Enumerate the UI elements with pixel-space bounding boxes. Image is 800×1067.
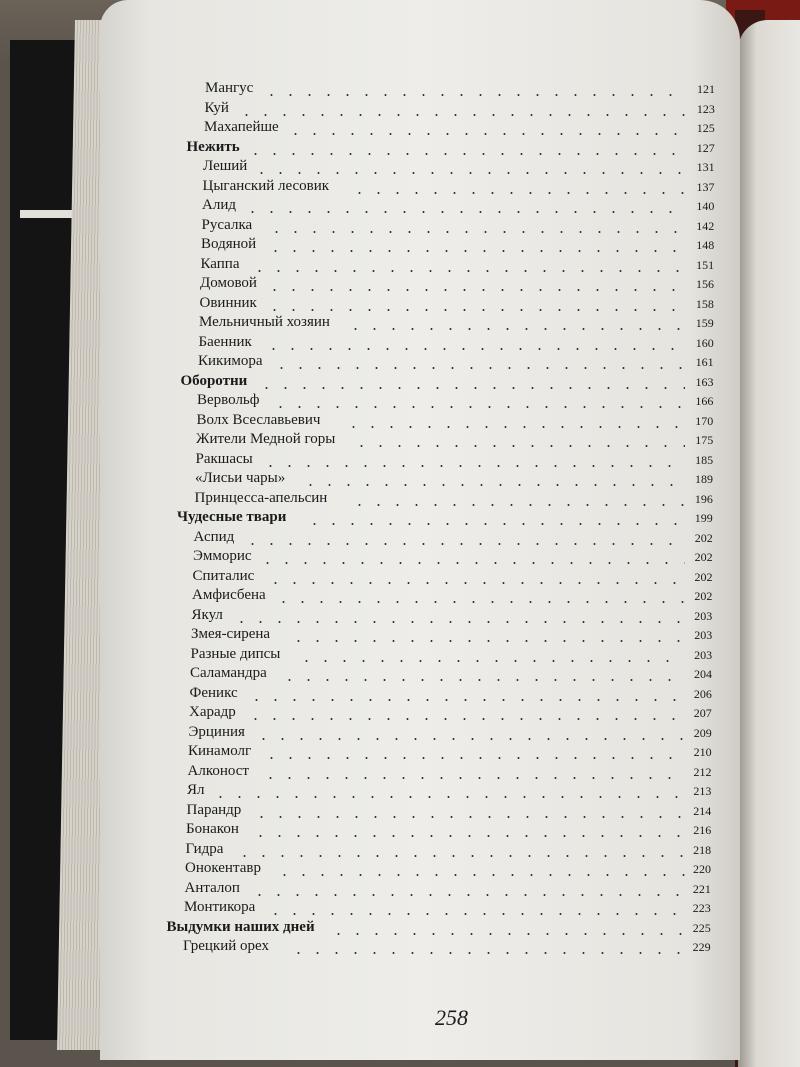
toc-entry <box>100 197 715 217</box>
toc-entry <box>100 431 714 451</box>
dot-leader <box>274 601 685 603</box>
toc-label: Овинник <box>199 294 257 311</box>
toc-page: 158 <box>695 296 714 311</box>
toc-label: Выдумки наших дней <box>166 918 315 935</box>
toc-entry <box>100 782 712 802</box>
toc-section <box>100 138 715 159</box>
dot-leader <box>258 562 685 564</box>
toc-section <box>100 509 713 529</box>
toc-label: Леший <box>203 158 248 174</box>
toc-section <box>100 372 714 393</box>
toc-label: Мельничный хозяин <box>199 314 330 330</box>
toc-page: 175 <box>695 433 714 447</box>
dot-leader <box>280 679 685 681</box>
toc-label: Анталоп <box>184 879 240 896</box>
toc-page: 156 <box>696 277 714 291</box>
toc-page: 203 <box>694 608 713 623</box>
toc-label: Водяной <box>201 236 257 252</box>
toc-entry <box>100 450 714 471</box>
dot-leader <box>246 718 685 720</box>
toc-label: Цыганский лесовик <box>202 177 330 194</box>
dot-leader <box>350 504 685 506</box>
toc-label: Аспид <box>193 528 235 545</box>
toc-page: 202 <box>694 550 713 564</box>
dot-leader <box>232 621 685 623</box>
toc-page: 206 <box>693 686 712 701</box>
dot-leader <box>266 250 685 252</box>
toc-page: 166 <box>695 394 714 408</box>
toc-page: 225 <box>692 920 711 935</box>
toc-page: 199 <box>694 511 713 525</box>
toc-label: Гидра <box>185 840 224 857</box>
toc-page: 203 <box>694 647 713 662</box>
dot-leader <box>297 660 685 662</box>
dot-leader <box>346 328 685 330</box>
toc-page: 210 <box>693 745 712 759</box>
toc-page: 202 <box>694 569 713 584</box>
toc-page: 125 <box>696 121 715 135</box>
toc-entry <box>100 938 711 958</box>
dot-leader <box>254 738 685 740</box>
toc-entry <box>100 548 713 568</box>
toc-label: Спиталис <box>192 567 255 584</box>
dot-leader <box>257 387 685 389</box>
toc-label: Бонакон <box>186 821 239 837</box>
toc-label: Махапейше <box>204 119 279 135</box>
toc-label: Алконост <box>187 762 249 779</box>
dot-leader <box>265 289 685 291</box>
book-page <box>100 0 740 1060</box>
dot-leader <box>251 835 685 837</box>
toc-page: 170 <box>695 413 714 428</box>
toc-entry <box>100 216 715 237</box>
toc-label: Феникс <box>189 684 238 701</box>
toc-page: 216 <box>693 823 712 837</box>
toc-entry <box>100 80 715 100</box>
toc-page: 131 <box>696 160 715 174</box>
toc-page: 196 <box>694 491 713 506</box>
toc-label: Вервольф <box>197 392 260 408</box>
toc-entry <box>100 762 712 783</box>
dot-leader <box>267 231 685 233</box>
toc-label: Нежить <box>186 138 240 155</box>
toc-page: 163 <box>695 374 714 389</box>
dot-leader <box>286 133 685 135</box>
toc-entry <box>100 665 712 685</box>
toc-entry <box>100 489 713 510</box>
toc-entry <box>100 333 714 354</box>
toc-entry <box>100 743 712 763</box>
toc-page: 121 <box>697 82 715 96</box>
dot-leader <box>250 894 685 896</box>
right-page <box>738 20 800 1067</box>
toc-label: Монтикора <box>184 899 256 915</box>
toc-page: 229 <box>692 940 711 954</box>
toc-entry <box>100 645 713 666</box>
toc-label: Русалка <box>201 216 253 233</box>
toc-entry <box>100 314 714 334</box>
toc-entry <box>100 528 713 549</box>
dot-leader <box>252 172 685 174</box>
toc-entry <box>100 392 714 412</box>
toc-page: 160 <box>695 335 714 350</box>
table-of-contents <box>100 0 740 1060</box>
toc-page: 148 <box>696 238 715 252</box>
toc-entry <box>100 684 712 705</box>
toc-label: Саламандра <box>190 665 267 681</box>
toc-entry <box>100 879 711 900</box>
toc-entry <box>100 821 712 841</box>
toc-section <box>100 918 711 939</box>
dot-leader <box>261 465 685 467</box>
toc-page: 202 <box>694 530 713 545</box>
toc-label: Амфисбена <box>192 587 266 603</box>
dot-leader <box>272 367 685 369</box>
toc-label: Разные дипсы <box>190 645 281 662</box>
toc-label: Кикимора <box>198 353 263 369</box>
dot-leader <box>352 445 685 447</box>
page-number: 258 <box>435 1005 468 1030</box>
toc-page: 220 <box>693 862 711 876</box>
toc-entry <box>100 470 713 490</box>
toc-page: 202 <box>694 589 713 603</box>
toc-label: Домовой <box>200 275 257 291</box>
dot-leader <box>301 484 685 486</box>
toc-entry <box>100 626 713 646</box>
dot-leader <box>261 777 685 779</box>
toc-page: 142 <box>696 218 715 233</box>
toc-entry <box>100 587 713 607</box>
toc-entry <box>100 158 715 178</box>
toc-page: 123 <box>696 101 715 116</box>
toc-entry <box>100 899 711 919</box>
toc-entry <box>100 177 715 198</box>
dot-leader <box>265 309 685 311</box>
dot-leader <box>243 543 686 545</box>
toc-label: Оборотни <box>180 372 248 389</box>
toc-page: 161 <box>695 355 714 369</box>
toc-page: 213 <box>693 784 712 798</box>
dot-leader <box>246 153 685 155</box>
toc-entry <box>100 567 713 588</box>
dot-leader <box>289 952 685 954</box>
toc-label: Жители Медной горы <box>196 431 336 447</box>
toc-label: Онокентавр <box>185 860 261 876</box>
toc-label: Баенник <box>198 333 252 350</box>
toc-page: 185 <box>695 452 714 467</box>
dot-leader <box>250 270 686 272</box>
toc-entry <box>100 275 714 295</box>
dot-leader <box>235 855 686 857</box>
toc-page: 214 <box>693 803 712 818</box>
toc-entry <box>100 860 711 880</box>
toc-entry <box>100 236 715 256</box>
toc-entry <box>100 606 713 627</box>
toc-label: Ял <box>187 782 205 798</box>
toc-page: 204 <box>694 667 712 681</box>
dot-leader <box>252 816 685 818</box>
toc-page: 137 <box>696 179 715 194</box>
toc-label: Каппа <box>200 255 240 272</box>
dot-leader <box>266 582 685 584</box>
toc-label: Харадр <box>189 704 236 720</box>
dot-leader <box>266 913 685 915</box>
toc-label: Алид <box>202 197 236 213</box>
toc-page: 223 <box>692 901 711 915</box>
toc-entry <box>100 840 712 861</box>
dot-leader <box>271 406 685 408</box>
toc-entry <box>100 119 715 139</box>
dot-leader <box>344 426 685 428</box>
toc-label: Принцесса-апельсин <box>194 489 328 506</box>
toc-entry <box>100 255 715 276</box>
toc-label: Кинамолг <box>188 743 252 759</box>
toc-label: Куй <box>204 99 229 116</box>
toc-page: 218 <box>693 842 712 857</box>
toc-entry <box>100 801 712 822</box>
dot-leader <box>350 192 685 194</box>
toc-label: «Лисьи чары» <box>195 470 286 486</box>
toc-entry <box>100 704 712 724</box>
toc-entry <box>100 294 714 315</box>
dot-leader <box>237 114 685 116</box>
toc-label: Грецкий орех <box>183 938 269 954</box>
dot-leader <box>329 933 685 935</box>
toc-page: 140 <box>696 199 715 213</box>
toc-label: Волх Всеславьевич <box>196 411 321 428</box>
toc-label: Эмморис <box>193 548 252 564</box>
dot-leader <box>262 94 685 96</box>
toc-entry <box>100 723 712 744</box>
toc-page: 159 <box>695 316 714 330</box>
dot-leader <box>262 757 685 759</box>
toc-page: 151 <box>696 257 715 272</box>
dot-leader <box>275 874 685 876</box>
dot-leader <box>305 523 685 525</box>
toc-page: 209 <box>693 725 712 740</box>
toc-label: Эрциния <box>188 723 245 740</box>
toc-entry <box>100 411 714 432</box>
dot-leader <box>243 211 685 213</box>
dot-leader <box>264 348 685 350</box>
toc-label: Парандр <box>186 801 242 818</box>
toc-page: 189 <box>695 472 713 486</box>
toc-page: 221 <box>692 881 711 896</box>
toc-label: Ракшасы <box>195 450 253 467</box>
toc-label: Змея-сирена <box>191 626 271 642</box>
dot-leader <box>247 699 685 701</box>
dot-leader <box>289 640 685 642</box>
toc-entry <box>100 353 714 373</box>
toc-label: Мангус <box>205 80 254 96</box>
toc-page: 203 <box>694 628 713 642</box>
toc-page: 212 <box>693 764 712 779</box>
toc-page: 127 <box>696 140 715 155</box>
toc-page: 207 <box>693 706 712 720</box>
toc-entry <box>100 99 715 120</box>
toc-label: Чудесные твари <box>177 509 287 525</box>
toc-label: Якул <box>191 606 223 623</box>
dot-leader <box>211 796 685 798</box>
